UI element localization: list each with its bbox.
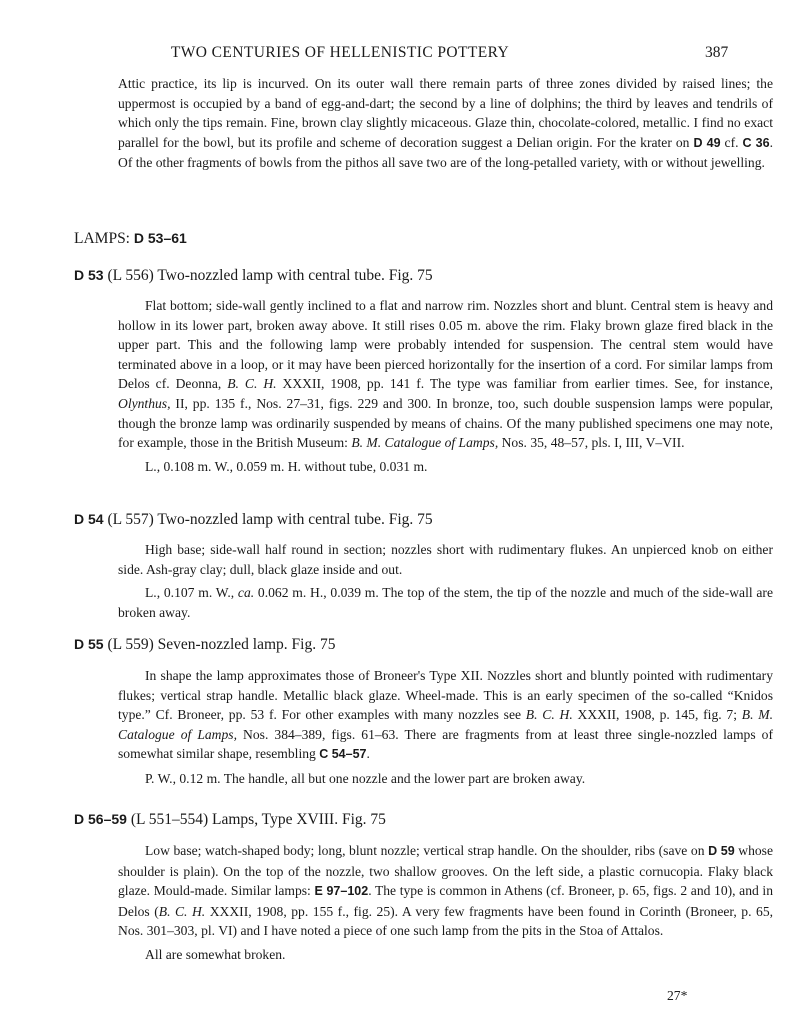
entry-title: (L 556) Two-nozzled lamp with central tube. Fig. 75 [103, 267, 433, 284]
entry-heading-d53 [74, 267, 433, 285]
entry-heading-d55 [74, 636, 335, 654]
entry-id: D 54 [74, 511, 104, 527]
ref-c36: C 36 [742, 135, 770, 150]
entry-dimensions [118, 583, 773, 622]
entry-text: 0.062 m. H., 0.039 m. The top of the stem, the tip of the nozzle and much of the side-wall are broken away. [118, 585, 773, 620]
citation-italic: B. C. H. [227, 376, 277, 392]
entry-text: Nos. 35, 48–57, pls. I, III, V–VII. [498, 435, 685, 451]
entry-text: L., 0.107 m. W., [145, 585, 238, 601]
entry-id: D 55 [74, 636, 104, 652]
entry-heading-d54 [74, 511, 433, 529]
entry-text: . [366, 746, 370, 762]
entry-text: All are somewhat broken. [145, 946, 286, 962]
ref-e97-102: E 97–102 [314, 884, 369, 899]
entry-d56-59-body [118, 841, 773, 965]
section-heading-label: LAMPS: [74, 230, 134, 247]
citation-italic: B. C. H. [158, 903, 206, 919]
intro-text: Attic practice, its lip is incurved. On its outer wall there remain parts of three zones divided by raised lines; the uppermost is occupied by a band of egg-and-dart; the second by a line of dolphins; the third by leaves and tendrils of which only the tips remain. Fine, brown clay slightly micaceous. Glaze thin, chocolate-colored, metallic. I find no exact parallel for the bowl, but its profile and scheme of decoration suggest a Delian origin. For the krater on [118, 76, 773, 150]
entry-text: Nos. 384–389, figs. 61–63. There are fragments from at least three single-nozzled lamps of somewhat similar shape, resembling [118, 726, 773, 762]
entry-text: High base; side-wall half round in section; nozzles short with rudimentary flukes. An unpierced knob on either side. Ash-gray clay; dull, black glaze inside and out. [118, 542, 773, 577]
entry-d54-body [118, 540, 773, 622]
citation-italic: Olynthus, [118, 395, 171, 411]
entry-text: XXXII, 1908, pp. 141 f. The type was familiar from earlier times. See, for instance, [276, 376, 773, 392]
page-number: 387 [705, 44, 729, 61]
section-heading-lamps [74, 230, 187, 248]
intro-text: cf. [720, 134, 743, 150]
ref-c54-57: C 54–57 [319, 747, 367, 762]
entry-id: D 53 [74, 267, 104, 283]
entry-text: II, pp. 135 f., Nos. 27–31, figs. 229 and 300. In bronze, too, such double suspension lamps were popular, though the bronze lamp was ordinarily suspended by means of chains. Of the many published specimens one may note, for example, those in the British Museum: [118, 395, 773, 451]
entry-text: XXXII, 1908, p. 145, fig. 7; [572, 707, 742, 723]
ref-d49: D 49 [693, 135, 721, 150]
entry-title: (L 557) Two-nozzled lamp with central tube. Fig. 75 [103, 511, 433, 528]
citation-italic: ca. [237, 585, 255, 601]
citation-italic: B. C. H. [525, 707, 573, 723]
entry-dimensions: L., 0.108 m. W., 0.059 m. H. without tube, 0.031 m. [145, 458, 428, 474]
entry-d55-body [118, 666, 773, 789]
running-title: TWO CENTURIES OF HELLENISTIC POTTERY [170, 44, 510, 61]
intro-text: . Of the other fragments of bowls from the pithos all save two are of the long-petalled variety, with or without jewelling. [118, 134, 773, 171]
entry-title: (L 559) Seven-nozzled lamp. Fig. 75 [103, 636, 336, 653]
citation-italic: B. M. Catalogue of Lamps, [351, 435, 499, 451]
citation-italic: B. M. Catalogue of Lamps, [118, 707, 773, 742]
ref-d59: D 59 [708, 844, 735, 858]
entry-dimensions: P. W., 0.12 m. The handle, all but one nozzle and the lower part are broken away. [145, 770, 586, 786]
section-heading-range: D 53–61 [133, 230, 187, 246]
entry-text: Low base; watch-shaped body; long, blunt nozzle; vertical strap handle. On the shoulder, ribs (save on [145, 843, 709, 858]
entry-id: D 56–59 [74, 811, 127, 827]
entry-title: (L 551–554) Lamps, Type XVIII. Fig. 75 [126, 811, 386, 828]
entry-text: XXXII, 1908, pp. 155 f., fig. 25). A very few fragments have been found in Corinth (Broneer, p. 65, Nos. 301–303, pl. VI) and I have noted a piece of one such lamp from the pits in the Stoa of Attalos. [118, 903, 774, 939]
entry-text: . The type is common in Athens (cf. Broneer, p. 65, figs. 2 and 10), and in Delos ( [118, 883, 773, 919]
entry-text: Flat bottom; side-wall gently inclined to a flat and narrow rim. Nozzles short and blunt. Central stem is heavy and hollow in its lower part, broken away above. It still rises 0.05 m. above the rim. Flaky brown glaze fired black in the upper part. This and the following lamp were probably intended for suspension. The central stem would have terminated above in a loop, or it may have been pierced horizontally for the insertion of a cord. For similar lamps from Delos cf. Deonna, [118, 298, 773, 392]
entry-d53-body [118, 296, 773, 476]
intro-paragraph [118, 74, 773, 173]
entry-heading-d56-59 [74, 811, 386, 829]
signature-mark: 27* [667, 988, 688, 1003]
entry-text: In shape the lamp approximates those of Broneer's Type XII. Nozzles short and bluntly pointed with rudimentary flukes; vertical strap handle. Metallic black glaze. Wheel-made. This is an early specimen of the so-called “Knidos type.” Cf. Broneer, pp. 53 f. For other examples with many nozzles see [118, 668, 773, 723]
entry-text: whose shoulder is plain). On the top of the nozzle, two shallow grooves. On the left side, a plastic cornucopia. Flaky black glaze. Mould-made. Similar lamps: [118, 843, 773, 899]
